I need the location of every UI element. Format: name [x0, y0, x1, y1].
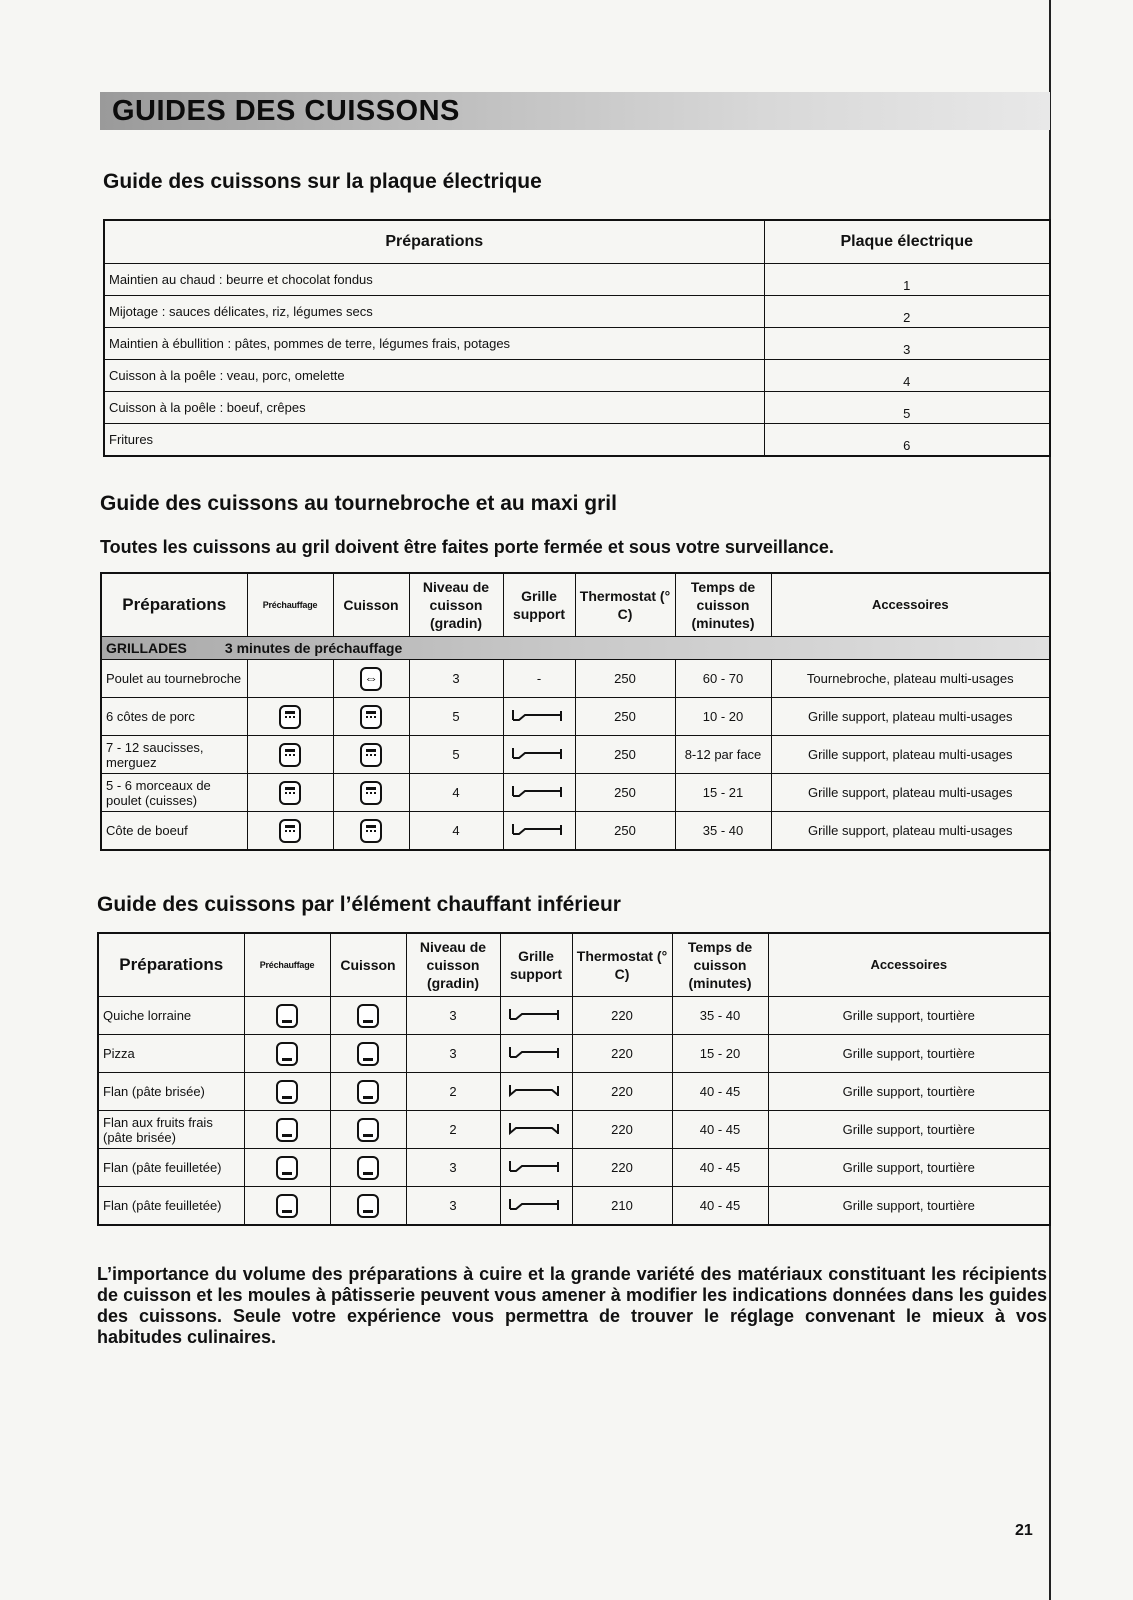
- table-row: [104, 296, 1050, 328]
- thermo-cell: 250: [575, 736, 675, 774]
- page-number: 21: [1015, 1522, 1033, 1539]
- acc-cell: Grille support, tourtière: [768, 1187, 1050, 1226]
- header-accessoires: Accessoires: [771, 573, 1050, 637]
- prep-cell: Maintien au chaud : beurre et chocolat fondus: [104, 264, 764, 296]
- bottom-heat-icon: [357, 1080, 379, 1104]
- time-cell: 40 - 45: [672, 1111, 768, 1149]
- header-prechauffage: Préchauffage: [247, 573, 333, 637]
- rack-icon: [509, 745, 569, 761]
- bottom-heat-icon: [357, 1004, 379, 1028]
- preheat-cell: [244, 1111, 330, 1149]
- preheat-cell: [244, 1149, 330, 1187]
- table-row: [98, 1073, 1050, 1111]
- table-row: [104, 328, 1050, 360]
- acc-cell: Grille support, plateau multi-usages: [771, 812, 1050, 851]
- table-row: [101, 774, 1050, 812]
- level-cell: 4: [409, 774, 503, 812]
- level-cell: 4: [409, 812, 503, 851]
- header-temps: Temps de cuisson (minutes): [672, 933, 768, 997]
- header-thermostat: Thermostat (° C): [575, 573, 675, 637]
- prep-cell: Pizza: [98, 1035, 244, 1073]
- prep-cell: 7 - 12 saucisses, merguez: [101, 736, 247, 774]
- table-row: [101, 660, 1050, 698]
- subheader-label: GRILLADES: [106, 639, 187, 656]
- prep-cell: Flan aux fruits frais (pâte brisée): [98, 1111, 244, 1149]
- grill-icon: [279, 705, 301, 729]
- cook-cell: [333, 812, 409, 851]
- grille-cell: [500, 1111, 572, 1149]
- level-cell: 3: [406, 1149, 500, 1187]
- rack-icon: [506, 1006, 566, 1022]
- preheat-cell: [247, 736, 333, 774]
- grill-icon: [360, 743, 382, 767]
- cook-cell: [330, 1187, 406, 1226]
- thermo-cell: 220: [572, 1149, 672, 1187]
- level-cell: 5: [409, 736, 503, 774]
- grill-icon: [360, 819, 382, 843]
- grill-icon: [279, 819, 301, 843]
- time-cell: 8-12 par face: [675, 736, 771, 774]
- time-cell: 15 - 21: [675, 774, 771, 812]
- thermo-cell: 220: [572, 1035, 672, 1073]
- bottom-heat-icon: [276, 1194, 298, 1218]
- level-cell: 2: [406, 1073, 500, 1111]
- cook-cell: [333, 660, 409, 698]
- prep-cell: Fritures: [104, 424, 764, 457]
- thermo-cell: 250: [575, 774, 675, 812]
- preheat-cell: [244, 997, 330, 1035]
- cook-cell: [330, 1111, 406, 1149]
- thermo-cell: 220: [572, 1111, 672, 1149]
- value-cell: 1: [764, 264, 1050, 296]
- grille-cell: [500, 1149, 572, 1187]
- prep-cell: 6 côtes de porc: [101, 698, 247, 736]
- value-cell: 4: [764, 360, 1050, 392]
- bottom-heat-icon: [276, 1156, 298, 1180]
- rack-icon: [509, 821, 569, 837]
- bottom-heat-icon: [357, 1156, 379, 1180]
- table-row: [98, 997, 1050, 1035]
- time-cell: 40 - 45: [672, 1073, 768, 1111]
- table-row: [101, 812, 1050, 851]
- table-row: [98, 1149, 1050, 1187]
- table-row: [98, 1035, 1050, 1073]
- table-row: [98, 1111, 1050, 1149]
- grill-warning: Toutes les cuissons au gril doivent être faites porte fermée et sous votre surveillance.: [100, 537, 834, 557]
- acc-cell: Grille support, tourtière: [768, 1073, 1050, 1111]
- bottom-element-table: [97, 932, 1051, 1226]
- value-cell: 5: [764, 392, 1050, 424]
- grill-icon: [360, 705, 382, 729]
- thermo-cell: 250: [575, 660, 675, 698]
- level-cell: 5: [409, 698, 503, 736]
- time-cell: 10 - 20: [675, 698, 771, 736]
- acc-cell: Tournebroche, plateau multi-usages: [771, 660, 1050, 698]
- title-band: [100, 92, 1050, 130]
- closing-note: L’importance du volume des préparations à cuire et la grande variété des matériaux constituant les récipients de cuisson et les moules à pâtisserie peuvent vous amener à modifier les indications données dans les guides des cuissons. Seule votre expérience vous permettra de trouver le réglage convenant le mieux à vos habitudes culinaires.: [97, 1264, 1047, 1347]
- header-niveau: Niveau de cuisson (gradin): [409, 573, 503, 637]
- bottom-heat-icon: [357, 1042, 379, 1066]
- header-cuisson: Cuisson: [333, 573, 409, 637]
- header-temps: Temps de cuisson (minutes): [675, 573, 771, 637]
- level-cell: 3: [406, 1187, 500, 1226]
- thermo-cell: 220: [572, 997, 672, 1035]
- time-cell: 60 - 70: [675, 660, 771, 698]
- time-cell: 15 - 20: [672, 1035, 768, 1073]
- header-preparations: Préparations: [101, 573, 247, 637]
- acc-cell: Grille support, tourtière: [768, 1035, 1050, 1073]
- cook-cell: [330, 1035, 406, 1073]
- bottom-heat-icon: [276, 1118, 298, 1142]
- level-cell: 3: [406, 1035, 500, 1073]
- grille-cell: -: [503, 660, 575, 698]
- rack-icon: [506, 1158, 566, 1174]
- prep-cell: Flan (pâte feuilletée): [98, 1187, 244, 1226]
- grillades-subheader: [101, 637, 1050, 660]
- grille-cell: [503, 774, 575, 812]
- grille-cell: [503, 812, 575, 851]
- grill-icon: [279, 781, 301, 805]
- bottom-heat-icon: [276, 1080, 298, 1104]
- table-row: [101, 736, 1050, 774]
- table-header-row: [104, 220, 1050, 264]
- rack-icon: [509, 783, 569, 799]
- header-thermostat: Thermostat (° C): [572, 933, 672, 997]
- grille-cell: [500, 1073, 572, 1111]
- thermo-cell: 250: [575, 698, 675, 736]
- cook-cell: [330, 997, 406, 1035]
- value-cell: 2: [764, 296, 1050, 328]
- preheat-cell: [247, 698, 333, 736]
- preheat-cell: [244, 1187, 330, 1226]
- acc-cell: Grille support, tourtière: [768, 1149, 1050, 1187]
- time-cell: 40 - 45: [672, 1149, 768, 1187]
- preheat-cell: [247, 774, 333, 812]
- preheat-cell: [247, 812, 333, 851]
- header-preparations: Préparations: [98, 933, 244, 997]
- prep-cell: Flan (pâte brisée): [98, 1073, 244, 1111]
- grille-cell: [503, 698, 575, 736]
- acc-cell: Grille support, tourtière: [768, 997, 1050, 1035]
- table-row: [104, 424, 1050, 457]
- preheat-cell: [244, 1035, 330, 1073]
- bottom-heat-icon: [276, 1042, 298, 1066]
- level-cell: 3: [406, 997, 500, 1035]
- level-cell: 2: [406, 1111, 500, 1149]
- thermo-cell: 210: [572, 1187, 672, 1226]
- thermo-cell: 220: [572, 1073, 672, 1111]
- grille-cell: [503, 736, 575, 774]
- bottom-heat-icon: [276, 1004, 298, 1028]
- cook-cell: [330, 1073, 406, 1111]
- prep-cell: Cuisson à la poêle : boeuf, crêpes: [104, 392, 764, 424]
- cook-cell: [333, 736, 409, 774]
- time-cell: 35 - 40: [672, 997, 768, 1035]
- preheat-cell: [244, 1073, 330, 1111]
- header-prechauffage: Préchauffage: [244, 933, 330, 997]
- prep-cell: Côte de boeuf: [101, 812, 247, 851]
- prep-cell: Cuisson à la poêle : veau, porc, omelette: [104, 360, 764, 392]
- table-row: [101, 698, 1050, 736]
- grille-cell: [500, 1187, 572, 1226]
- header-grille: Grille support: [503, 573, 575, 637]
- section2-title: Guide des cuissons au tournebroche et au maxi gril: [100, 492, 617, 515]
- acc-cell: Grille support, plateau multi-usages: [771, 736, 1050, 774]
- hotplate-table: [103, 219, 1051, 457]
- prep-cell: Maintien à ébullition : pâtes, pommes de terre, légumes frais, potages: [104, 328, 764, 360]
- prep-cell: Mijotage : sauces délicates, riz, légumes secs: [104, 296, 764, 328]
- rack-icon: [509, 707, 569, 723]
- subheader-cell: [101, 637, 1050, 660]
- page-title: GUIDES DES CUISSONS: [112, 95, 460, 127]
- rack-icon: [506, 1196, 566, 1212]
- table-row: [104, 264, 1050, 296]
- acc-cell: Grille support, plateau multi-usages: [771, 774, 1050, 812]
- table-row: [104, 392, 1050, 424]
- thermo-cell: 250: [575, 812, 675, 851]
- header-plaque: Plaque électrique: [764, 220, 1050, 264]
- subheader-note: 3 minutes de préchauffage: [224, 639, 403, 656]
- grille-cell: [500, 1035, 572, 1073]
- table-header-row: [98, 933, 1050, 997]
- table-row: [98, 1187, 1050, 1226]
- rack-icon: [506, 1044, 566, 1060]
- acc-cell: Grille support, plateau multi-usages: [771, 698, 1050, 736]
- preheat-cell: [247, 660, 333, 698]
- rack-icon-inverted: [506, 1120, 566, 1136]
- table-header-row: [101, 573, 1050, 637]
- rack-icon-inverted: [506, 1082, 566, 1098]
- rotisserie-icon: ⇔: [360, 667, 382, 691]
- value-cell: 3: [764, 328, 1050, 360]
- prep-cell: Quiche lorraine: [98, 997, 244, 1035]
- header-accessoires: Accessoires: [768, 933, 1050, 997]
- prep-cell: Flan (pâte feuilletée): [98, 1149, 244, 1187]
- prep-cell: Poulet au tournebroche: [101, 660, 247, 698]
- acc-cell: Grille support, tourtière: [768, 1111, 1050, 1149]
- grill-icon: [279, 743, 301, 767]
- header-preparations: Préparations: [104, 220, 764, 264]
- cook-cell: [330, 1149, 406, 1187]
- header-cuisson: Cuisson: [330, 933, 406, 997]
- bottom-heat-icon: [357, 1194, 379, 1218]
- prep-cell: 5 - 6 morceaux de poulet (cuisses): [101, 774, 247, 812]
- level-cell: 3: [409, 660, 503, 698]
- section3-title: Guide des cuissons par l’élément chauffant inférieur: [97, 893, 621, 916]
- cook-cell: [333, 774, 409, 812]
- grill-table: [100, 572, 1051, 851]
- value-cell: 6: [764, 424, 1050, 457]
- grill-icon: [360, 781, 382, 805]
- time-cell: 40 - 45: [672, 1187, 768, 1226]
- grille-cell: [500, 997, 572, 1035]
- section1-title: Guide des cuissons sur la plaque électrique: [103, 170, 542, 193]
- bottom-heat-icon: [357, 1118, 379, 1142]
- cook-cell: [333, 698, 409, 736]
- header-grille: Grille support: [500, 933, 572, 997]
- time-cell: 35 - 40: [675, 812, 771, 851]
- header-niveau: Niveau de cuisson (gradin): [406, 933, 500, 997]
- table-row: [104, 360, 1050, 392]
